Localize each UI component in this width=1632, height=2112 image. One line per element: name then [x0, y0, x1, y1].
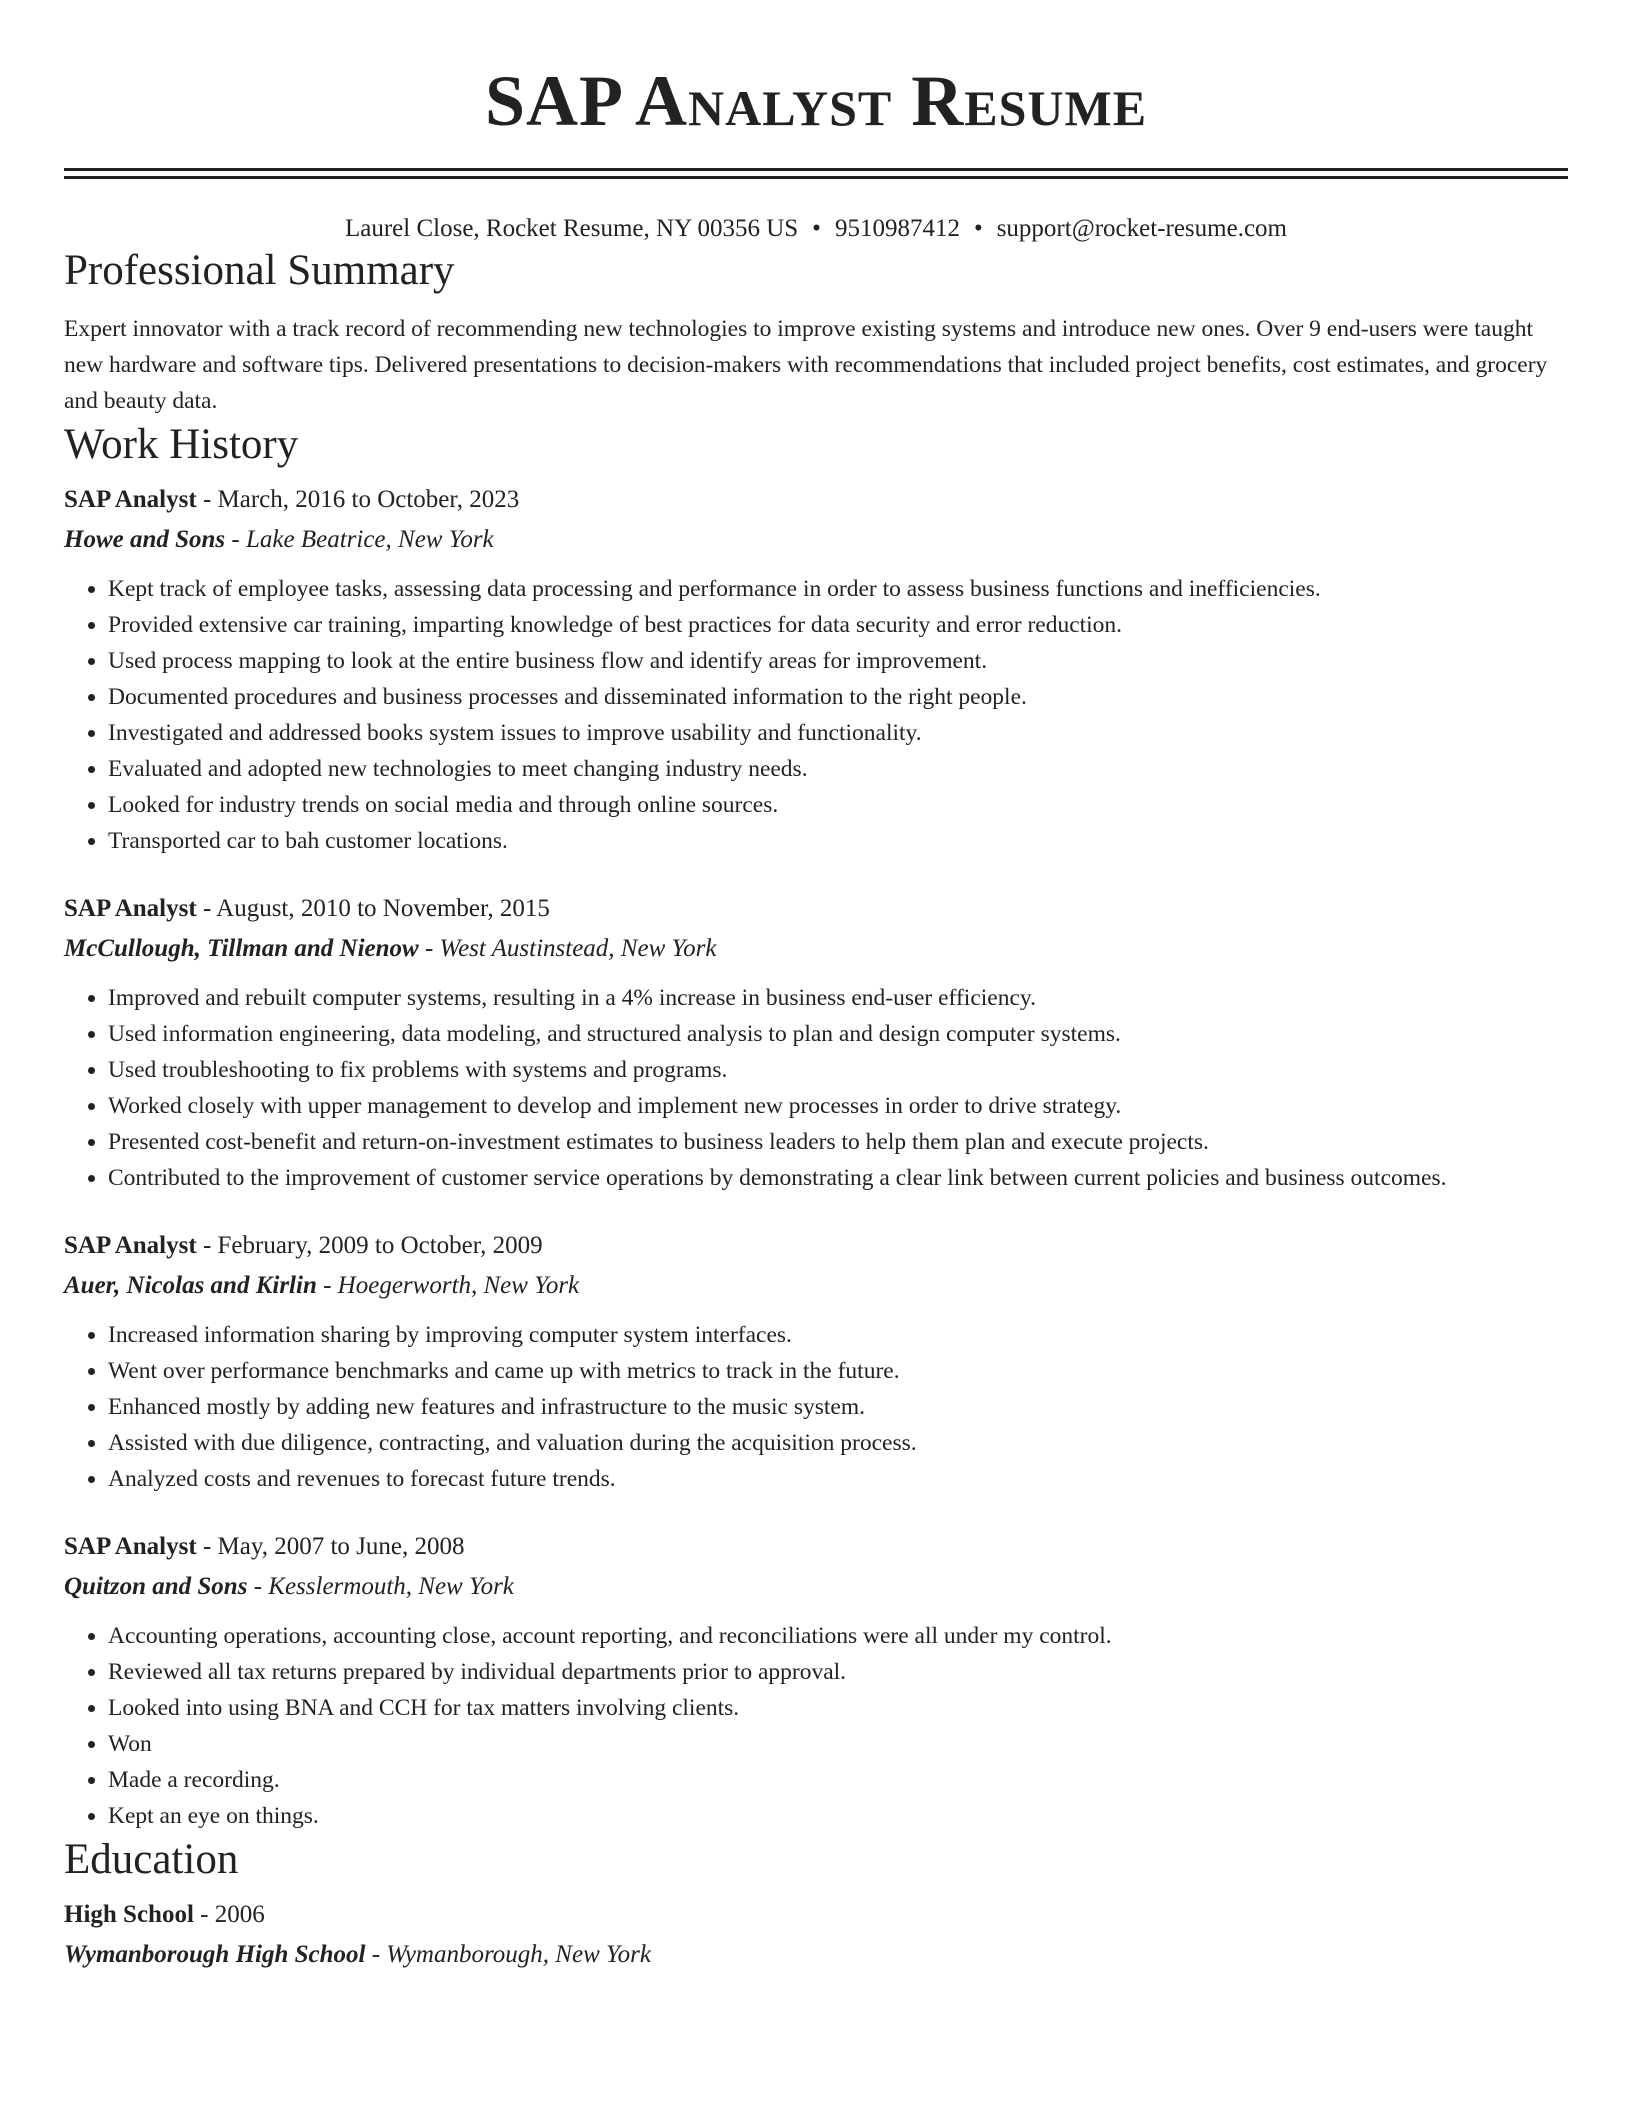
contact-email[interactable]: support@rocket-resume.com	[996, 215, 1287, 242]
job-bullet-list	[64, 980, 1568, 1196]
job-bullet: • Assisted with due diligence, contracting, and valuation during the acquisition process.	[108, 1425, 1568, 1461]
job-company-line	[64, 1269, 1568, 1303]
job-dates: - August, 2010 to November, 2015	[196, 895, 550, 922]
job-dates: - May, 2007 to June, 2008	[196, 1533, 465, 1560]
title-divider	[64, 168, 1568, 179]
job-bullet: • Used troubleshooting to fix problems with systems and programs.	[108, 1052, 1568, 1088]
education-year: - 2006	[193, 1901, 265, 1928]
job-spacer	[64, 1196, 1568, 1229]
job-bullet: • Investigated and addressed books system issues to improve usability and functionality.	[108, 715, 1568, 751]
job-bullet: • Made a recording.	[108, 1762, 1568, 1798]
job-bullet: • Kept track of employee tasks, assessing data processing and performance in order to assess business functions and inefficiencies.	[108, 571, 1568, 607]
job-title-line	[64, 892, 1568, 926]
job-title: SAP Analyst	[64, 1533, 197, 1560]
job-location: - Lake Beatrice, New York	[225, 526, 494, 553]
job-entry	[64, 483, 1568, 859]
job-company-line	[64, 1570, 1568, 1604]
job-bullet: • Documented procedures and business processes and disseminated information to the right people.	[108, 679, 1568, 715]
job-entry	[64, 892, 1568, 1196]
job-entry	[64, 1530, 1568, 1834]
job-company-line	[64, 523, 1568, 557]
contact-line	[64, 213, 1568, 245]
education-heading: Education	[64, 1836, 239, 1883]
contact-separator: •	[812, 215, 821, 242]
job-title-line	[64, 1530, 1568, 1564]
job-spacer	[64, 859, 1568, 892]
education-location: - Wymanborough, New York	[365, 1941, 651, 1968]
job-entry	[64, 1229, 1568, 1497]
job-company: Auer, Nicolas and Kirlin	[64, 1272, 317, 1299]
job-title-line	[64, 483, 1568, 517]
job-bullet: • Won	[108, 1726, 1568, 1762]
education-school: Wymanborough High School	[64, 1941, 366, 1968]
job-bullet-list	[64, 1317, 1568, 1497]
job-bullet: • Kept an eye on things.	[108, 1798, 1568, 1834]
job-title: SAP Analyst	[64, 486, 197, 513]
job-title: SAP Analyst	[64, 1232, 197, 1259]
work-history-heading: Work History	[64, 421, 299, 468]
education-entry	[64, 1898, 1568, 1972]
work-history-list	[64, 483, 1568, 1834]
job-company: Howe and Sons	[64, 526, 226, 553]
job-bullet: • Presented cost-benefit and return-on-investment estimates to business leaders to help them plan and execute projects.	[108, 1124, 1568, 1160]
job-location: - West Austinstead, New York	[418, 935, 717, 962]
job-bullet: • Reviewed all tax returns prepared by individual departments prior to approval.	[108, 1654, 1568, 1690]
job-bullet: • Went over performance benchmarks and came up with metrics to track in the future.	[108, 1353, 1568, 1389]
job-company: Quitzon and Sons	[64, 1573, 248, 1600]
education-degree: High School	[64, 1901, 194, 1928]
job-bullet: • Used information engineering, data modeling, and structured analysis to plan and design computer systems.	[108, 1016, 1568, 1052]
job-bullet: • Used process mapping to look at the entire business flow and identify areas for improvement.	[108, 643, 1568, 679]
job-bullet: • Looked for industry trends on social media and through online sources.	[108, 787, 1568, 823]
job-bullet-list	[64, 571, 1568, 859]
summary-text: Expert innovator with a track record of recommending new technologies to improve existing systems and introduce new ones. Over 9 end-users were taught new hardware and software tips. Delivered presentations to decision-makers with recommendations that included project benefits, cost estimates, and grocery and beauty data.	[64, 316, 1548, 414]
contact-phone: 9510987412	[834, 215, 960, 242]
job-bullet: • Evaluated and adopted new technologies to meet changing industry needs.	[108, 751, 1568, 787]
job-bullet: • Enhanced mostly by adding new features and infrastructure to the music system.	[108, 1389, 1568, 1425]
job-bullet: • Analyzed costs and revenues to forecast future trends.	[108, 1461, 1568, 1497]
resume-page	[64, 0, 1568, 1972]
job-title-line	[64, 1229, 1568, 1263]
contact-address: Laurel Close, Rocket Resume, NY 00356 US	[344, 215, 799, 242]
job-dates: - February, 2009 to October, 2009	[196, 1232, 543, 1259]
job-bullet: • Improved and rebuilt computer systems, resulting in a 4% increase in business end-user efficiency.	[108, 980, 1568, 1016]
job-bullet-list	[64, 1618, 1568, 1834]
job-spacer	[64, 1497, 1568, 1530]
job-bullet: • Provided extensive car training, imparting knowledge of best practices for data security and error reduction.	[108, 607, 1568, 643]
education-degree-line	[64, 1898, 1568, 1932]
summary-heading: Professional Summary	[64, 247, 455, 294]
job-location: - Kesslermouth, New York	[247, 1573, 514, 1600]
contact-separator: •	[973, 215, 983, 242]
education-list	[64, 1898, 1568, 1972]
job-dates: - March, 2016 to October, 2023	[196, 486, 520, 513]
job-bullet: • Increased information sharing by improving computer system interfaces.	[108, 1317, 1568, 1353]
job-title: SAP Analyst	[64, 895, 197, 922]
job-bullet: • Contributed to the improvement of customer service operations by demonstrating a clear link between current policies and business outcomes.	[108, 1160, 1568, 1196]
job-bullet: • Transported car to bah customer locations.	[108, 823, 1568, 859]
job-bullet: • Looked into using BNA and CCH for tax matters involving clients.	[108, 1690, 1568, 1726]
job-bullet: • Worked closely with upper management to develop and implement new processes in order to drive strategy.	[108, 1088, 1568, 1124]
job-company: McCullough, Tillman and Nienow	[64, 935, 419, 962]
job-location: - Hoegerworth, New York	[316, 1272, 580, 1299]
education-school-line	[64, 1938, 1568, 1972]
job-bullet: • Accounting operations, accounting close, account reporting, and reconciliations were all under my control.	[108, 1618, 1568, 1654]
job-company-line	[64, 932, 1568, 966]
resume-title: SAP Analyst Resume	[484, 61, 1148, 141]
